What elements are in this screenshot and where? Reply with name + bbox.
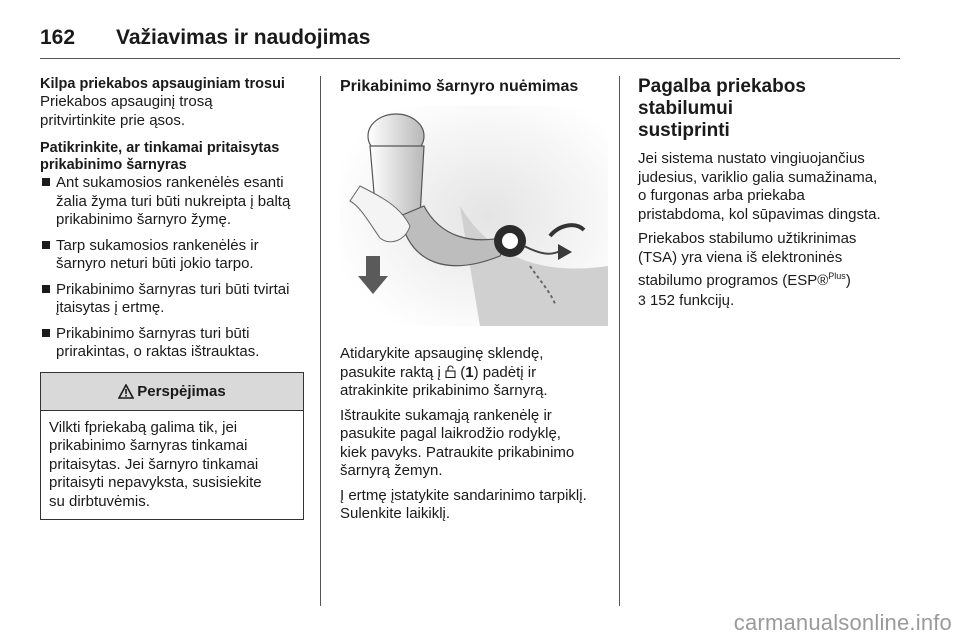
paragraph-stability-1: Jei sistema nustato vingiuojančius judesius, variklio galia sumažinama, o furgonas arba priekaba pristabdoma, kol sūpavimas dingsta.: [638, 150, 881, 223]
paragraph-seal: Į ertmę įstatykite sandarinimo tarpiklį. Sulenkite laikiklį.: [340, 486, 587, 522]
warning-triangle-icon: [118, 384, 134, 399]
paragraph-pull-knob: Ištraukite sukamąją rankenėlę ir pasukite pagal laikrodžio rodyklę, kiek pavyks. Patraukite prikabinimo šarnyrą žemyn.: [340, 406, 575, 479]
page-number: 162: [40, 26, 76, 49]
list-item: Prikabinimo šarnyras turi būti prirakintas, o raktas ištrauktas.: [40, 325, 305, 362]
section-heading-check-coupling: Patikrinkite, ar tinkamai pritaisytas prikabinimo šarnyras: [40, 140, 280, 173]
warning-text: Vilkti fpriekabą galima tik, jei prikabinimo šarnyras tinkamai pritaisytas. Jei šarnyro tinkamai pritaisyti nepavyksta, susisiekite su dirbtuvėmis.: [49, 418, 262, 510]
chapter-title: Važiavimas ir naudojimas: [116, 26, 371, 49]
tow-bar-removal-illustration: [340, 106, 608, 326]
section-heading-stability: Pagalba priekabos stabilumui sustiprinti: [638, 76, 806, 141]
section-heading-removal: Prikabinimo šarnyro nuėmimas: [340, 78, 579, 95]
page-reference-link[interactable]: 152 funkcijų.: [649, 291, 735, 309]
paragraph-stability-2: Priekabos stabilumo užtikrinimas (TSA) yra viena iš elektroninės stabilumo programos (ESP®$^{Plus}$) 3 152 funkcijų.: [638, 230, 857, 309]
warning-title: Perspėjimas: [137, 382, 226, 400]
page-reference-icon[interactable]: 3: [638, 291, 646, 308]
paragraph-unlock: Atidarykite apsauginę sklendę, pasukite raktą į (1) padėtį ir atrakinkite prikabinimo šarnyrą.: [340, 345, 548, 399]
paragraph-cable-loop: Priekabos apsauginį trosą pritvirtinkite prie ąsos.: [40, 93, 213, 129]
unlocked-padlock-icon: [445, 365, 456, 378]
watermark: carmanualsonline.info: [733, 610, 952, 635]
warning-box: [40, 372, 304, 521]
list-item: Tarp sukamosios rankenėlės ir šarnyro neturi būti jokio tarpo.: [40, 237, 305, 274]
list-item: Ant sukamosios rankenėlės esanti žalia žyma turi būti nukreipta į baltą prikabinimo šarnyro žymę.: [40, 174, 305, 230]
section-heading-cable-loop: Kilpa priekabos apsauginiam trosui: [40, 76, 285, 92]
column-divider-1: [320, 76, 321, 606]
list-item: Prikabinimo šarnyras turi būti tvirtai įtaisytas į ertmę.: [40, 281, 305, 318]
column-middle: [340, 76, 608, 530]
warning-header: [41, 373, 303, 411]
page-header: [40, 18, 900, 59]
column-divider-2: [619, 76, 620, 606]
check-list: [40, 174, 305, 362]
column-left: [40, 76, 305, 520]
column-right: [638, 76, 900, 316]
